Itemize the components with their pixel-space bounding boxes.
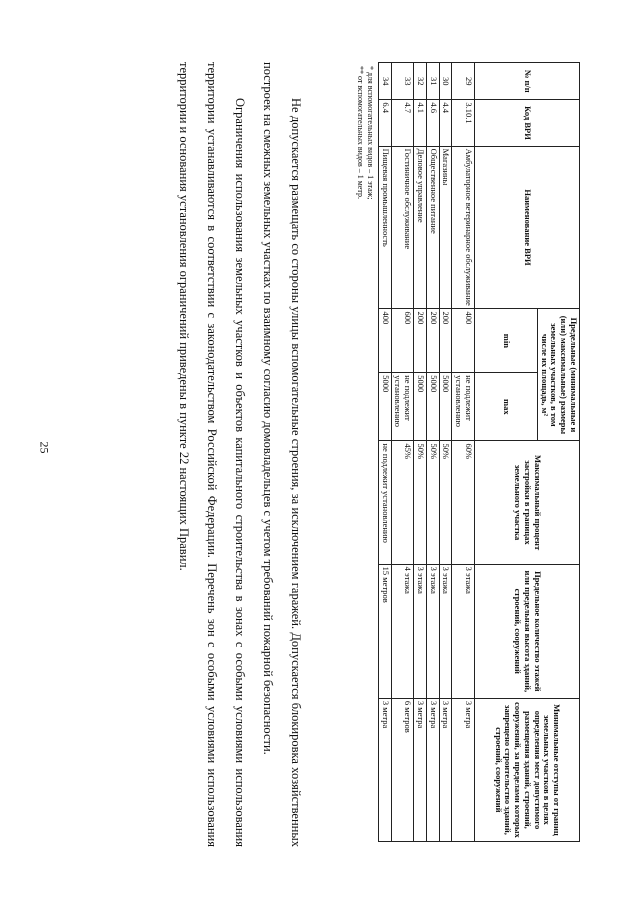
- cell-code: 4.1: [414, 100, 427, 146]
- cell-max: 5000: [439, 373, 452, 441]
- cell-setback: 3 метра: [378, 698, 391, 841]
- cell-setback: 3 метра: [426, 698, 439, 841]
- cell-num: 32: [414, 63, 427, 100]
- table-wrapper: [355, 62, 580, 842]
- cell-max: не подлежит установлению: [391, 373, 414, 441]
- table-row: [391, 63, 414, 842]
- regulations-table: [378, 62, 580, 842]
- header-min: min: [474, 309, 537, 373]
- body-text: [170, 62, 310, 847]
- cell-floors: 3 этажа: [414, 564, 427, 698]
- paragraph: Ограничения использования земельных участков и объектов капитального строительства в зонах с особыми условиями использования территории устанавливаются в соответствии с законодательством Российской Федерации. Перечень зон с особыми условиями использования территории и основания установления ограничений приведены в пункте 22 настоящих Правил.: [177, 62, 247, 847]
- cell-coverage: 50%: [426, 441, 439, 564]
- header-floors: Предельное количество этажей или предельная высота зданий, строений, сооружений: [474, 564, 579, 698]
- cell-name: Общественное питание: [426, 146, 439, 309]
- note-line: ** от вспомогательных видов – 1 метр.: [355, 66, 365, 199]
- cell-code: 6.4: [378, 100, 391, 146]
- header-code: Код ВРИ: [474, 100, 579, 146]
- cell-num: 30: [439, 63, 452, 100]
- cell-floors: 4 этажа: [391, 564, 414, 698]
- cell-min: 200: [439, 309, 452, 373]
- cell-coverage: 50%: [439, 441, 452, 564]
- table-body: [378, 63, 474, 842]
- cell-max: 5000: [426, 373, 439, 441]
- cell-floors: 15 метров: [378, 564, 391, 698]
- cell-name: Магазины: [439, 146, 452, 309]
- table-row: [378, 63, 391, 842]
- cell-code: 4.7: [391, 100, 414, 146]
- page-number: 25: [37, 441, 52, 454]
- cell-min: 200: [426, 309, 439, 373]
- table-row: [452, 63, 475, 842]
- table-row: [426, 63, 439, 842]
- cell-max: не подлежит установлению: [452, 373, 475, 441]
- cell-code: 4.4: [439, 100, 452, 146]
- cell-name: Амбулаторное ветеринарное обслуживание: [452, 146, 475, 309]
- cell-floors: 3 этажа: [452, 564, 475, 698]
- cell-floors: 3 этажа: [439, 564, 452, 698]
- cell-num: 33: [391, 63, 414, 100]
- header-size: Предельные (минимальные и (или) максимальные) размеры земельных участков, в том числе их площадь, м²: [537, 309, 579, 441]
- header-num: № п/п: [474, 63, 579, 100]
- cell-coverage: 45%: [391, 441, 414, 564]
- note-line: * для вспомогательных видов – 1 этаж;: [365, 66, 375, 200]
- cell-coverage: 60%: [452, 441, 475, 564]
- cell-max: 5000: [378, 373, 391, 441]
- cell-setback: 6 метров: [391, 698, 414, 841]
- header-name: Наименование ВРИ: [474, 146, 579, 309]
- cell-coverage: не подлежит установлению: [378, 441, 391, 564]
- cell-coverage: 50%: [414, 441, 427, 564]
- cell-floors: 3 этажа: [426, 564, 439, 698]
- cell-setback: 3 метра: [439, 698, 452, 841]
- cell-name: Пищевая промышленность: [378, 146, 391, 309]
- cell-name: Деловое управление: [414, 146, 427, 309]
- cell-code: 3.10.1: [452, 100, 475, 146]
- table-notes: [355, 62, 375, 842]
- cell-min: 200: [414, 309, 427, 373]
- table-row: [439, 63, 452, 842]
- header-coverage: Максимальный процент застройки в границах земельного участка: [474, 441, 579, 564]
- cell-code: 4.6: [426, 100, 439, 146]
- cell-max: 5000: [414, 373, 427, 441]
- paragraph: Не допускается размещать со стороны улицы вспомогательные строения, за исключением гаражей. Допускается блокировка хозяйственных построек на смежных земельных участках по взаимному согласию домовладельцев с учетом требований пожарной безопасности.: [261, 62, 303, 847]
- table-row: [414, 63, 427, 842]
- cell-num: 34: [378, 63, 391, 100]
- cell-min: 600: [391, 309, 414, 373]
- header-max: max: [474, 373, 537, 441]
- cell-setback: 3 метра: [452, 698, 475, 841]
- cell-min: 400: [378, 309, 391, 373]
- cell-num: 29: [452, 63, 475, 100]
- cell-setback: 3 метра: [414, 698, 427, 841]
- header-setback: Минимальные отступы от границ земельных участков в целях определения мест допустимого размещения зданий, строений, сооружений, за пределами которых запрещено строительство зданий, строений, сооружений: [474, 698, 579, 841]
- cell-min: 400: [452, 309, 475, 373]
- cell-num: 31: [426, 63, 439, 100]
- cell-name: Гостиничное обслуживание: [391, 146, 414, 309]
